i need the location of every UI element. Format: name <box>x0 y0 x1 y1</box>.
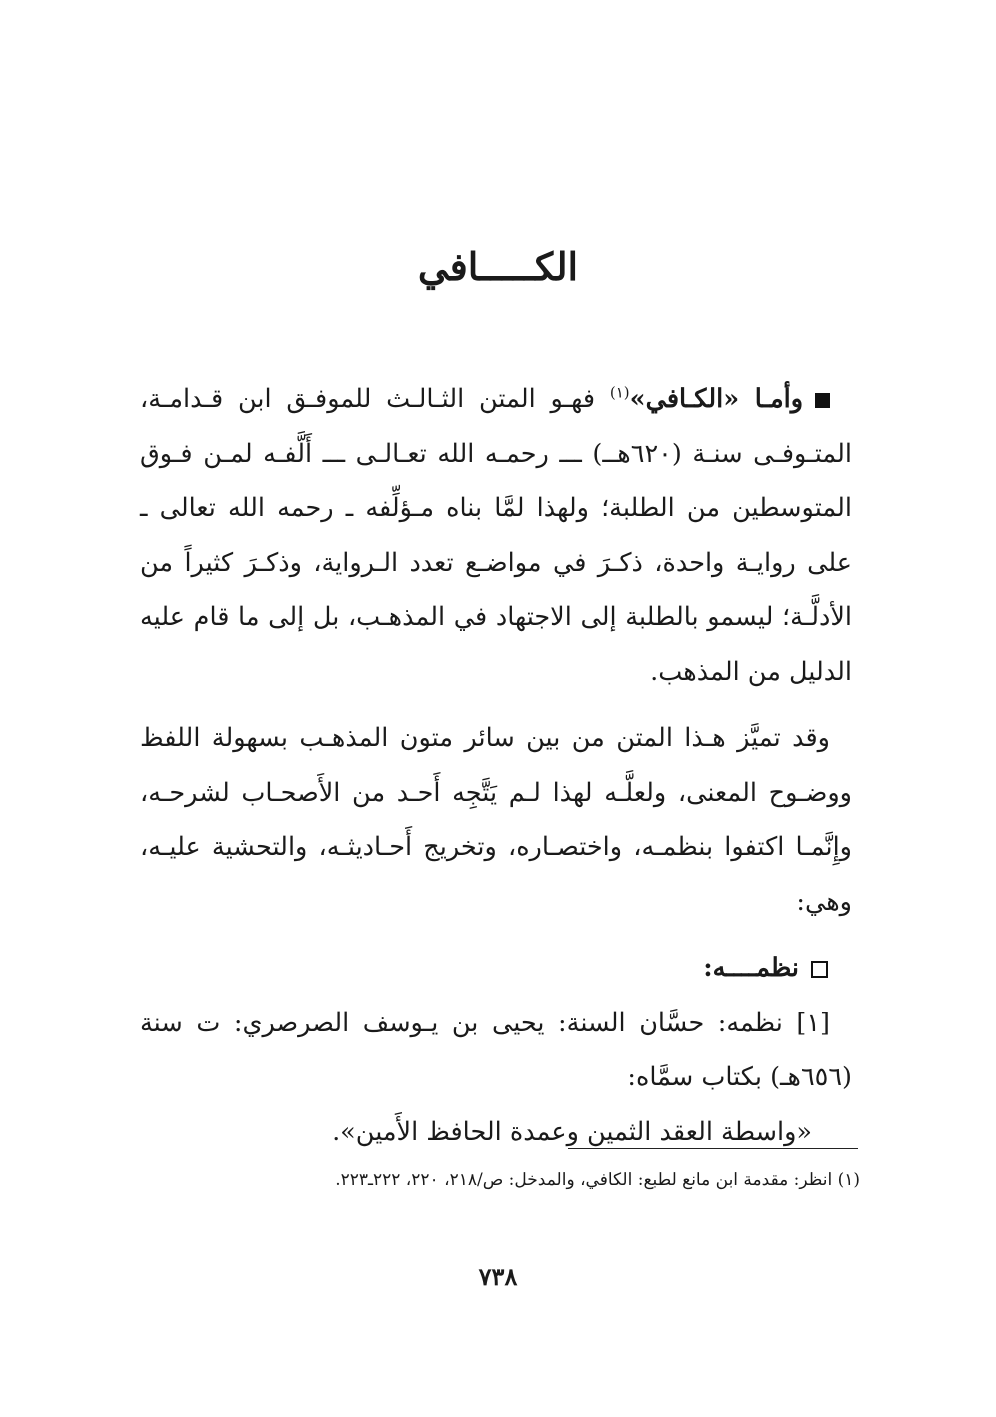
paragraph-intro-lead: وأمـا «الكـافي» <box>629 384 804 414</box>
book-title-quote <box>140 1105 852 1160</box>
list-item-text: [١] نظمه: حسَّان السنة: يحيى بن يـوسف الصرصري: ت سنة (٦٥٦هـ) بكتاب سمَّاه: <box>140 1007 852 1092</box>
book-title-quote-text: «واسطة العقد الثمين وعمدة الحافظ الأَمين». <box>332 1116 812 1147</box>
paragraph-intro-text: فهـو المتن الثـالـث للموفـق ابن قـدامـة، المتـوفـى سنـة (٦٢٠هــ) ـــ رحمـه الله تعـالـى ـــ أَلَّفـه لمـن فـوق المتوسطين من الطلبة؛ ولهذا لمَّا بناه مـؤلِّفه ـ رحمه الله تعالى ـ على روايـة واحدة، ذكـرَ في مواضـع تعدد الـرواية، وذكـرَ كثيراً من الأدلَّـة؛ ليسمو بالطلبة إلى الاجتهاد في المذهـب، بل إلى ما قام عليه الدليل من المذهب. <box>140 384 852 687</box>
footnote: (١) انظر: مقدمة ابن مانع لطبع: الكافي، والمدخل: ص/٢١٨، ٢٢٠، ٢٢٢ـ٢٢٣. <box>335 1170 860 1190</box>
page-title: الكـــــافي <box>417 244 579 289</box>
page-number: ٧٣٨ <box>478 1262 518 1291</box>
main-text <box>140 372 852 1159</box>
list-item <box>140 996 852 1105</box>
section-heading <box>140 941 852 996</box>
footnote-separator <box>568 1148 858 1149</box>
filled-square-icon <box>815 393 830 408</box>
section-heading-label: نظمــــه: <box>703 953 799 983</box>
paragraph-features-text: وقد تميَّز هـذا المتن من بين سائر متون المذهـب بسهولة اللفظ ووضـوح المعنى، ولعلَّـه لهذا لـم يَتَّجِه أَحـد من الأَصحـاب لشرحـه، وإِنَّمـا اكتفوا بنظمـه، واختصـاره، وتخريج أَحـاديثـه، والتحشية عليـه، وهي: <box>140 723 852 917</box>
paragraph-features <box>140 711 852 929</box>
empty-square-icon <box>811 961 828 978</box>
paragraph-intro <box>140 372 852 699</box>
footnote-reference[interactable]: (١) <box>609 383 630 402</box>
